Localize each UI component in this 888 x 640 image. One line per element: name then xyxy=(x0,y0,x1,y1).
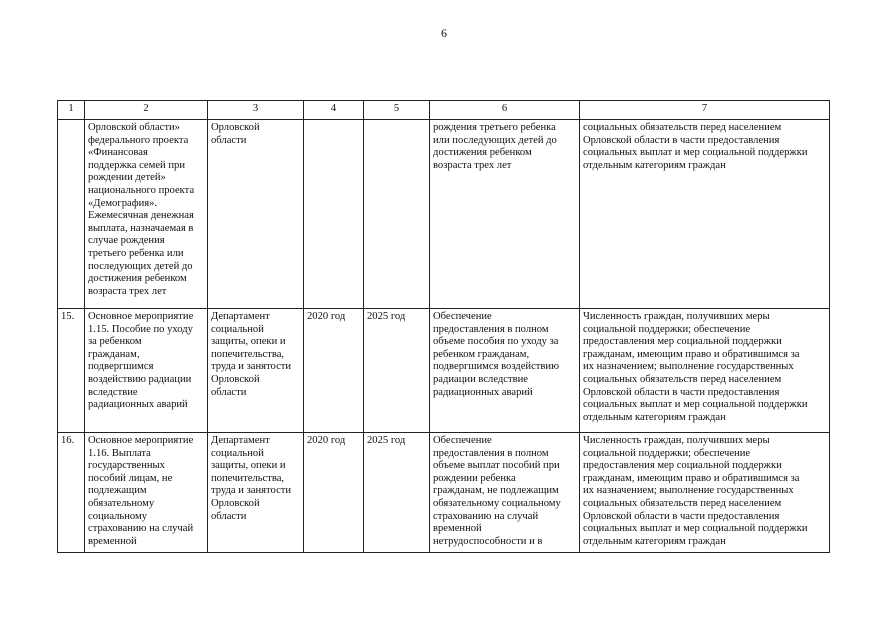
page-number: 6 xyxy=(441,26,447,40)
expected-result: Обеспечение предоставления в полном объеме пособия по уходу за ребенком гражданам, подвергшимся воздействию радиации вследствие радиационных аварий xyxy=(430,309,580,433)
executor: Орловской области xyxy=(208,120,304,309)
header-row xyxy=(58,101,830,120)
end-year xyxy=(364,120,430,309)
header-col-6: 6 xyxy=(430,101,580,120)
table-row xyxy=(58,120,830,309)
indicator-link: социальных обязательств перед населением Орловской области в части предоставления социальных выплат и мер социальной поддержки отдельным категориям граждан xyxy=(580,120,830,309)
header-col-1: 1 xyxy=(58,101,85,120)
row-number xyxy=(58,120,85,309)
expected-result: Обеспечение предоставления в полном объеме выплат пособий при рождении ребенка гражданам, не подлежащим обязательному социальному страхованию на случай временной нетрудоспособности и в xyxy=(430,433,580,553)
program-table xyxy=(57,100,830,553)
header-col-5: 5 xyxy=(364,101,430,120)
start-year: 2020 год xyxy=(304,433,364,553)
header-col-2: 2 xyxy=(85,101,208,120)
indicator-link: Численность граждан, получивших меры социальной поддержки; обеспечение предоставления мер социальной поддержки гражданам, имеющим право и обратившимся за их назначением; выполнение государственных социальных обязательств перед населением Орловской области в части предоставления социальных выплат и мер социальной поддержки отдельным категориям граждан xyxy=(580,433,830,553)
event-name: Основное мероприятие 1.15. Пособие по уходу за ребенком гражданам, подвергшимся воздействию радиации вследствие радиационных аварий xyxy=(85,309,208,433)
end-year: 2025 год xyxy=(364,433,430,553)
start-year xyxy=(304,120,364,309)
row-number: 15. xyxy=(58,309,85,433)
header-col-7: 7 xyxy=(580,101,830,120)
header-col-3: 3 xyxy=(208,101,304,120)
indicator-link: Численность граждан, получивших меры социальной поддержки; обеспечение предоставления мер социальной поддержки гражданам, имеющим право и обратившимся за их назначением; выполнение государственных социальных обязательств перед населением Орловской области в части предоставления социальных выплат и мер социальной поддержки отдельным категориям граждан xyxy=(580,309,830,433)
expected-result: рождения третьего ребенка или последующих детей до достижения ребенком возраста трех лет xyxy=(430,120,580,309)
executor: Департамент социальной защиты, опеки и попечительства, труда и занятости Орловской области xyxy=(208,433,304,553)
end-year: 2025 год xyxy=(364,309,430,433)
table-row xyxy=(58,433,830,553)
event-name: Орловской области» федерального проекта «Финансовая поддержка семей при рождении детей» национального проекта «Демография». Ежемесячная денежная выплата, назначаемая в случае рождения третьего ребенка или последующих детей до достижения ребенком возраста трех лет xyxy=(85,120,208,309)
header-col-4: 4 xyxy=(304,101,364,120)
executor: Департамент социальной защиты, опеки и попечительства, труда и занятости Орловской области xyxy=(208,309,304,433)
start-year: 2020 год xyxy=(304,309,364,433)
event-name: Основное мероприятие 1.16. Выплата государственных пособий лицам, не подлежащим обязательному социальному страхованию на случай временной xyxy=(85,433,208,553)
row-number: 16. xyxy=(58,433,85,553)
table-row xyxy=(58,309,830,433)
